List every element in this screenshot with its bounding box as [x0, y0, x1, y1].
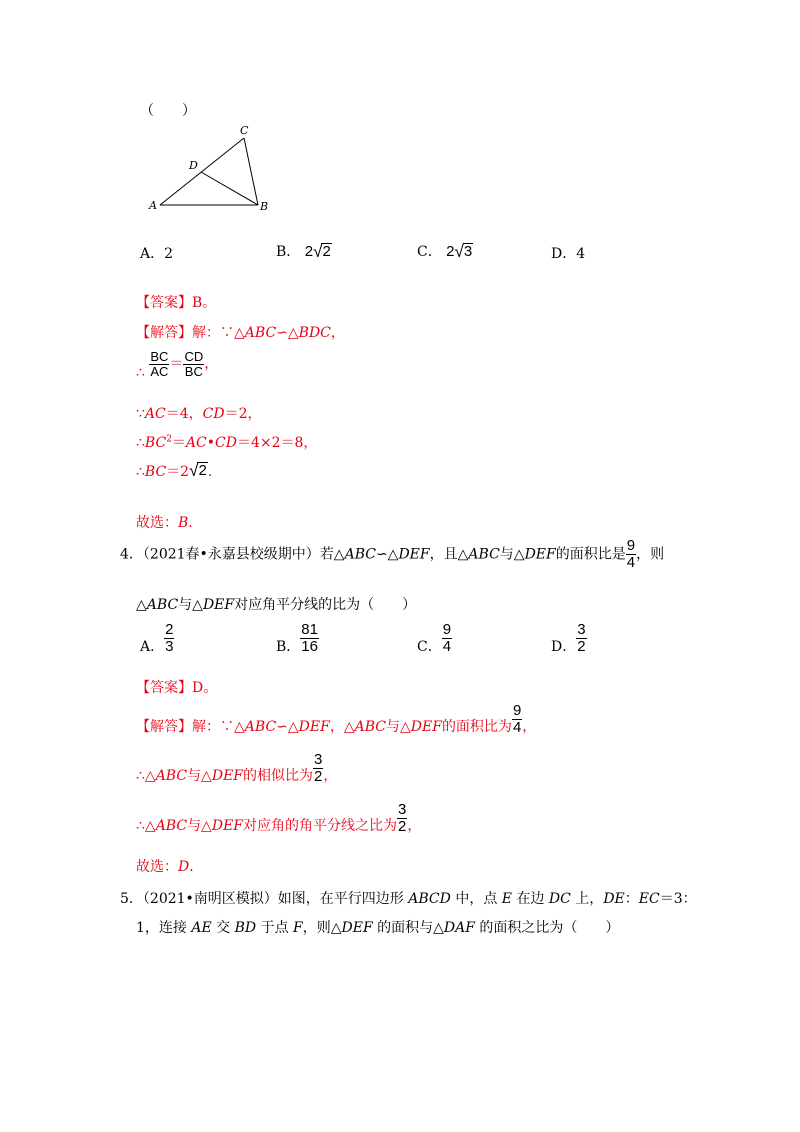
- q4-solution-line1: 【解答】解：∵△ABC∽△DEF，△ABC与△DEF的面积比为 $\frac{9}{4}$ ，: [136, 702, 537, 736]
- q3-option-c: C． 2 √ 3: [417, 242, 473, 261]
- figure-label-a: A: [149, 199, 157, 212]
- q3-answer: 【答案】B。: [136, 295, 217, 311]
- q4-stem-line2: △ABC与△DEF对应角平分线的比为（ ）: [136, 597, 417, 613]
- q4-option-a: A． $\frac{2}{3}$: [140, 621, 174, 656]
- q4-option-b: B． $\frac{81}{16}$: [276, 621, 318, 656]
- q3-option-d: D．4: [551, 246, 586, 262]
- figure-label-b: B: [260, 200, 269, 213]
- q3-choose: 故选：B．: [136, 515, 203, 531]
- q3-answer-paren: （ ）: [140, 103, 196, 119]
- q4-option-c: C． $\frac{9}{4}$: [417, 621, 452, 656]
- q4-solution-line2: ∴△ABC与△DEF的相似比为 $\frac{3}{2}$ ，: [136, 751, 338, 785]
- q5-stem-line2: 1，连接 AE 交 BD 于点 F，则△DEF 的面积与△DAF 的面积之比为（ ）: [136, 920, 620, 936]
- figure-label-d: D: [189, 159, 198, 172]
- q4-answer: 【答案】D。: [136, 680, 218, 696]
- q3-solution-line1: 【解答】解：∵△ABC∽△BDC，: [136, 325, 345, 341]
- q4-option-d: D． $\frac{3}{2}$: [551, 621, 586, 656]
- q4-choose: 故选：D．: [136, 859, 204, 875]
- q3-solution-line2: ∵AC＝4，CD＝2，: [136, 406, 262, 422]
- q3-triangle-figure: [140, 120, 280, 215]
- q5-stem-line1: 5．（2021•南明区模拟）如图，在平行四边形 ABCD 中，点 E 在边 DC 上，DE：EC＝3：: [120, 891, 697, 907]
- q4-stem-line1: 4．（2021春•永嘉县校级期中）若△ABC∽△DEF，且△ABC与△DEF的面积比是 $\frac{9}{4}$ ，则: [120, 537, 665, 571]
- q3-option-b: B． 2 √ 2: [276, 242, 331, 261]
- q3-option-a: A．2: [140, 246, 174, 262]
- q3-solution-line3: $\therefore BC^2=AC•CD=4\times 2=8$，: [136, 434, 318, 451]
- q4-solution-line3: ∴△ABC与△DEF对应角的角平分线之比为 $\frac{3}{2}$ ，: [136, 801, 422, 835]
- figure-label-c: C: [240, 124, 249, 137]
- q3-ratio-line: ∴ $\frac{BC}{AC}$ ＝ $\frac{CD}{BC}$ ，: [136, 349, 219, 382]
- q3-solution-line4: ∴BC＝2 √ 2 ．: [136, 461, 222, 480]
